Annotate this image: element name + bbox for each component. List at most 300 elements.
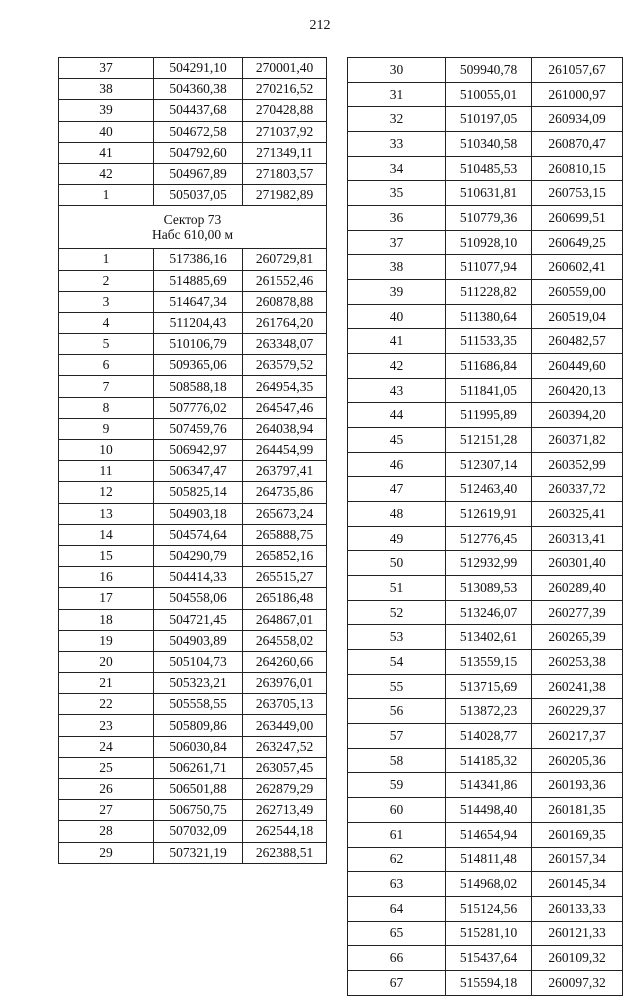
point-number: 43 (348, 378, 446, 403)
coord-y: 265673,24 (243, 503, 327, 524)
coord-y: 271803,57 (243, 163, 327, 184)
coord-x: 514498,40 (446, 798, 532, 823)
point-number: 39 (59, 100, 154, 121)
table-row (59, 440, 327, 461)
point-number: 24 (59, 736, 154, 757)
coord-x: 514885,69 (154, 270, 243, 291)
table-row (59, 142, 327, 163)
point-number: 22 (59, 694, 154, 715)
coord-y: 263797,41 (243, 461, 327, 482)
sector-title: Сектор 73 (163, 212, 222, 228)
point-number: 37 (348, 230, 446, 255)
table-row (59, 249, 327, 270)
point-number: 7 (59, 376, 154, 397)
coordinates-table-left (58, 57, 327, 864)
coord-y: 260193,36 (532, 773, 623, 798)
point-number: 66 (348, 946, 446, 971)
table-row (59, 630, 327, 651)
table-row (348, 132, 623, 157)
table-row (348, 428, 623, 453)
table-row (348, 181, 623, 206)
coord-x: 514654,94 (446, 822, 532, 847)
coord-x: 504792,60 (154, 142, 243, 163)
table-row (59, 609, 327, 630)
table-row (348, 650, 623, 675)
coord-y: 263057,45 (243, 757, 327, 778)
coord-x: 510055,01 (446, 82, 532, 107)
table-row (348, 872, 623, 897)
point-number: 34 (348, 156, 446, 181)
table-row (348, 502, 623, 527)
coord-x: 513089,53 (446, 576, 532, 601)
coord-x: 512151,28 (446, 428, 532, 453)
coord-y: 263976,01 (243, 673, 327, 694)
point-number: 61 (348, 822, 446, 847)
coord-y: 260649,25 (532, 230, 623, 255)
point-number: 17 (59, 588, 154, 609)
table-row (348, 526, 623, 551)
table-row (348, 822, 623, 847)
table-row (59, 163, 327, 184)
coord-y: 264867,01 (243, 609, 327, 630)
coord-x: 512463,40 (446, 477, 532, 502)
table-row (348, 477, 623, 502)
coord-x: 505809,86 (154, 715, 243, 736)
coord-y: 264038,94 (243, 418, 327, 439)
point-number: 67 (348, 970, 446, 995)
point-number: 44 (348, 403, 446, 428)
coord-x: 515124,56 (446, 896, 532, 921)
table-row (348, 625, 623, 650)
table-row (59, 58, 327, 79)
point-number: 11 (59, 461, 154, 482)
point-number: 39 (348, 280, 446, 305)
point-number: 52 (348, 600, 446, 625)
table-row (348, 773, 623, 798)
coord-y: 261764,20 (243, 312, 327, 333)
coord-x: 513872,23 (446, 699, 532, 724)
coord-y: 263247,52 (243, 736, 327, 757)
coord-x: 513402,61 (446, 625, 532, 650)
coord-x: 506750,75 (154, 800, 243, 821)
point-number: 40 (59, 121, 154, 142)
point-number: 63 (348, 872, 446, 897)
point-number: 40 (348, 304, 446, 329)
coord-x: 511228,82 (446, 280, 532, 305)
coord-y: 260301,40 (532, 551, 623, 576)
point-number: 16 (59, 567, 154, 588)
coord-x: 510928,10 (446, 230, 532, 255)
table-row (348, 58, 623, 83)
table-row (59, 567, 327, 588)
coord-x: 515281,10 (446, 921, 532, 946)
point-number: 54 (348, 650, 446, 675)
coord-y: 260325,41 (532, 502, 623, 527)
point-number: 41 (348, 329, 446, 354)
coord-y: 270001,40 (243, 58, 327, 79)
table-row (348, 724, 623, 749)
coord-y: 271982,89 (243, 185, 327, 206)
point-number: 42 (59, 163, 154, 184)
coord-y: 260449,60 (532, 354, 623, 379)
coord-y: 263449,00 (243, 715, 327, 736)
coord-x: 511995,89 (446, 403, 532, 428)
point-number: 53 (348, 625, 446, 650)
point-number: 56 (348, 699, 446, 724)
table-row (59, 821, 327, 842)
table-row (348, 378, 623, 403)
coord-y: 261552,46 (243, 270, 327, 291)
table-row (348, 156, 623, 181)
coord-y: 262544,18 (243, 821, 327, 842)
coord-y: 265888,75 (243, 524, 327, 545)
coord-y: 270216,52 (243, 79, 327, 100)
coord-y: 260157,34 (532, 847, 623, 872)
point-number: 38 (348, 255, 446, 280)
point-number: 41 (59, 142, 154, 163)
point-number: 58 (348, 748, 446, 773)
page-number: 212 (309, 18, 331, 33)
table-row (348, 847, 623, 872)
point-number: 65 (348, 921, 446, 946)
point-number: 57 (348, 724, 446, 749)
coord-x: 504903,18 (154, 503, 243, 524)
point-number: 42 (348, 354, 446, 379)
table-row (59, 418, 327, 439)
coord-y: 260217,37 (532, 724, 623, 749)
coord-y: 260371,82 (532, 428, 623, 453)
point-number: 21 (59, 673, 154, 694)
point-number: 35 (348, 181, 446, 206)
sector-elevation: Набс 610,00 м (151, 227, 234, 243)
point-number: 8 (59, 397, 154, 418)
point-number: 19 (59, 630, 154, 651)
coord-x: 504291,10 (154, 58, 243, 79)
point-number: 45 (348, 428, 446, 453)
coord-y: 260699,51 (532, 206, 623, 231)
point-number: 15 (59, 545, 154, 566)
coord-x: 508588,18 (154, 376, 243, 397)
point-number: 50 (348, 551, 446, 576)
table-row (59, 185, 327, 206)
coord-x: 513246,07 (446, 600, 532, 625)
coord-x: 515437,64 (446, 946, 532, 971)
table-row (59, 503, 327, 524)
coord-y: 265852,16 (243, 545, 327, 566)
coord-x: 506030,84 (154, 736, 243, 757)
table-row (348, 452, 623, 477)
coord-y: 264558,02 (243, 630, 327, 651)
coord-y: 262388,51 (243, 842, 327, 863)
table-row (59, 312, 327, 333)
coord-x: 512619,91 (446, 502, 532, 527)
table-row (59, 79, 327, 100)
coord-y: 260394,20 (532, 403, 623, 428)
coord-y: 260265,39 (532, 625, 623, 650)
coord-y: 260229,37 (532, 699, 623, 724)
coord-x: 510197,05 (446, 107, 532, 132)
point-number: 30 (348, 58, 446, 83)
table-row (59, 121, 327, 142)
coord-x: 511841,05 (446, 378, 532, 403)
coord-x: 514811,48 (446, 847, 532, 872)
point-number: 60 (348, 798, 446, 823)
table-row (59, 588, 327, 609)
table-row (59, 694, 327, 715)
coord-x: 514028,77 (446, 724, 532, 749)
coord-x: 507459,76 (154, 418, 243, 439)
point-number: 12 (59, 482, 154, 503)
point-number: 25 (59, 757, 154, 778)
coord-y: 261000,97 (532, 82, 623, 107)
coordinates-table-right (347, 57, 623, 996)
coord-x: 514647,34 (154, 291, 243, 312)
coord-x: 504558,06 (154, 588, 243, 609)
point-number: 64 (348, 896, 446, 921)
point-number: 49 (348, 526, 446, 551)
coord-x: 510485,53 (446, 156, 532, 181)
table-row (348, 304, 623, 329)
coord-y: 260253,38 (532, 650, 623, 675)
coord-y: 260729,81 (243, 249, 327, 270)
coord-x: 505558,55 (154, 694, 243, 715)
table-row (59, 334, 327, 355)
coord-x: 504721,45 (154, 609, 243, 630)
coord-y: 264260,66 (243, 651, 327, 672)
point-number: 62 (348, 847, 446, 872)
coord-x: 504672,58 (154, 121, 243, 142)
table-row (348, 354, 623, 379)
point-number: 20 (59, 651, 154, 672)
coord-y: 260133,33 (532, 896, 623, 921)
coord-y: 264954,35 (243, 376, 327, 397)
coord-x: 510106,79 (154, 334, 243, 355)
coord-y: 263705,13 (243, 694, 327, 715)
table-row (59, 291, 327, 312)
table-row (348, 600, 623, 625)
coord-y: 260181,35 (532, 798, 623, 823)
coord-x: 514185,32 (446, 748, 532, 773)
table-row (59, 736, 327, 757)
point-number: 18 (59, 609, 154, 630)
coord-x: 514968,02 (446, 872, 532, 897)
coord-x: 507032,09 (154, 821, 243, 842)
point-number: 29 (59, 842, 154, 863)
coord-x: 515594,18 (446, 970, 532, 995)
table-row (348, 107, 623, 132)
table-row (348, 674, 623, 699)
coord-y: 260337,72 (532, 477, 623, 502)
coord-y: 260097,32 (532, 970, 623, 995)
table-row (59, 270, 327, 291)
point-number: 32 (348, 107, 446, 132)
coord-x: 511077,94 (446, 255, 532, 280)
table-row (348, 230, 623, 255)
table-row (348, 280, 623, 305)
point-number: 14 (59, 524, 154, 545)
point-number: 37 (59, 58, 154, 79)
point-number: 6 (59, 355, 154, 376)
table-row (348, 576, 623, 601)
coord-y: 260352,99 (532, 452, 623, 477)
coord-x: 506347,47 (154, 461, 243, 482)
table-row (59, 651, 327, 672)
coord-x: 507776,02 (154, 397, 243, 418)
coord-y: 260169,35 (532, 822, 623, 847)
point-number: 47 (348, 477, 446, 502)
point-number: 5 (59, 334, 154, 355)
coord-y: 261057,67 (532, 58, 623, 83)
table-row (348, 82, 623, 107)
coord-x: 514341,86 (446, 773, 532, 798)
coord-x: 505825,14 (154, 482, 243, 503)
table-row (59, 800, 327, 821)
coord-y: 260519,04 (532, 304, 623, 329)
sector-header (59, 206, 327, 249)
coord-y: 260145,34 (532, 872, 623, 897)
point-number: 23 (59, 715, 154, 736)
table-row (59, 376, 327, 397)
table-row (59, 757, 327, 778)
coord-x: 512307,14 (446, 452, 532, 477)
coord-x: 512776,45 (446, 526, 532, 551)
coord-y: 271037,92 (243, 121, 327, 142)
table-row (59, 779, 327, 800)
coord-y: 265515,27 (243, 567, 327, 588)
coord-x: 510779,36 (446, 206, 532, 231)
point-number: 27 (59, 800, 154, 821)
coord-y: 260277,39 (532, 600, 623, 625)
coord-x: 510631,81 (446, 181, 532, 206)
point-number: 9 (59, 418, 154, 439)
coord-x: 504967,89 (154, 163, 243, 184)
point-number: 1 (59, 185, 154, 206)
sector-header-row (59, 206, 327, 249)
coord-x: 512932,99 (446, 551, 532, 576)
table-row (59, 673, 327, 694)
point-number: 55 (348, 674, 446, 699)
table-row (348, 206, 623, 231)
point-number: 3 (59, 291, 154, 312)
coord-y: 264454,99 (243, 440, 327, 461)
table-row (348, 748, 623, 773)
coord-y: 260934,09 (532, 107, 623, 132)
table-row (59, 715, 327, 736)
point-number: 51 (348, 576, 446, 601)
point-number: 2 (59, 270, 154, 291)
table-row (348, 403, 623, 428)
table-row (348, 946, 623, 971)
table-row (348, 798, 623, 823)
table-row (59, 524, 327, 545)
point-number: 38 (59, 79, 154, 100)
coord-y: 265186,48 (243, 588, 327, 609)
table-row (348, 255, 623, 280)
point-number: 4 (59, 312, 154, 333)
point-number: 36 (348, 206, 446, 231)
coord-y: 260559,00 (532, 280, 623, 305)
coord-y: 260241,38 (532, 674, 623, 699)
table-row (348, 551, 623, 576)
point-number: 59 (348, 773, 446, 798)
coord-y: 260289,40 (532, 576, 623, 601)
coord-x: 510340,58 (446, 132, 532, 157)
coord-x: 504574,64 (154, 524, 243, 545)
table-row (348, 921, 623, 946)
point-number: 46 (348, 452, 446, 477)
coord-y: 260482,57 (532, 329, 623, 354)
coord-y: 260810,15 (532, 156, 623, 181)
coord-x: 506942,97 (154, 440, 243, 461)
table-row (59, 355, 327, 376)
coord-y: 260109,32 (532, 946, 623, 971)
coord-x: 509365,06 (154, 355, 243, 376)
point-number: 31 (348, 82, 446, 107)
coord-y: 264735,86 (243, 482, 327, 503)
point-number: 1 (59, 249, 154, 270)
point-number: 26 (59, 779, 154, 800)
coord-x: 504290,79 (154, 545, 243, 566)
coord-y: 260420,13 (532, 378, 623, 403)
coord-y: 260602,41 (532, 255, 623, 280)
coord-x: 509940,78 (446, 58, 532, 83)
coord-x: 505037,05 (154, 185, 243, 206)
table-row (59, 482, 327, 503)
table-row (348, 896, 623, 921)
coord-x: 517386,16 (154, 249, 243, 270)
point-number: 48 (348, 502, 446, 527)
table-row (348, 970, 623, 995)
table-row (348, 329, 623, 354)
coord-y: 263348,07 (243, 334, 327, 355)
coord-y: 260870,47 (532, 132, 623, 157)
coord-y: 263579,52 (243, 355, 327, 376)
coord-x: 511380,64 (446, 304, 532, 329)
point-number: 10 (59, 440, 154, 461)
table-row (59, 461, 327, 482)
coord-y: 270428,88 (243, 100, 327, 121)
coord-x: 513715,69 (446, 674, 532, 699)
coord-y: 260121,33 (532, 921, 623, 946)
coord-x: 506501,88 (154, 779, 243, 800)
coord-y: 260878,88 (243, 291, 327, 312)
coord-x: 504360,38 (154, 79, 243, 100)
coord-x: 507321,19 (154, 842, 243, 863)
coord-y: 271349,11 (243, 142, 327, 163)
coord-x: 505323,21 (154, 673, 243, 694)
coord-y: 262713,49 (243, 800, 327, 821)
coord-y: 260205,36 (532, 748, 623, 773)
table-row (59, 100, 327, 121)
coord-x: 504437,68 (154, 100, 243, 121)
coord-x: 504903,89 (154, 630, 243, 651)
table-row (348, 699, 623, 724)
coord-x: 511533,35 (446, 329, 532, 354)
coord-y: 260753,15 (532, 181, 623, 206)
coord-x: 505104,73 (154, 651, 243, 672)
coord-y: 264547,46 (243, 397, 327, 418)
coord-x: 511204,43 (154, 312, 243, 333)
table-row (59, 545, 327, 566)
table-row (59, 842, 327, 863)
point-number: 13 (59, 503, 154, 524)
coord-x: 504414,33 (154, 567, 243, 588)
coord-x: 513559,15 (446, 650, 532, 675)
coord-y: 262879,29 (243, 779, 327, 800)
table-row (59, 397, 327, 418)
coord-x: 506261,71 (154, 757, 243, 778)
coord-x: 511686,84 (446, 354, 532, 379)
